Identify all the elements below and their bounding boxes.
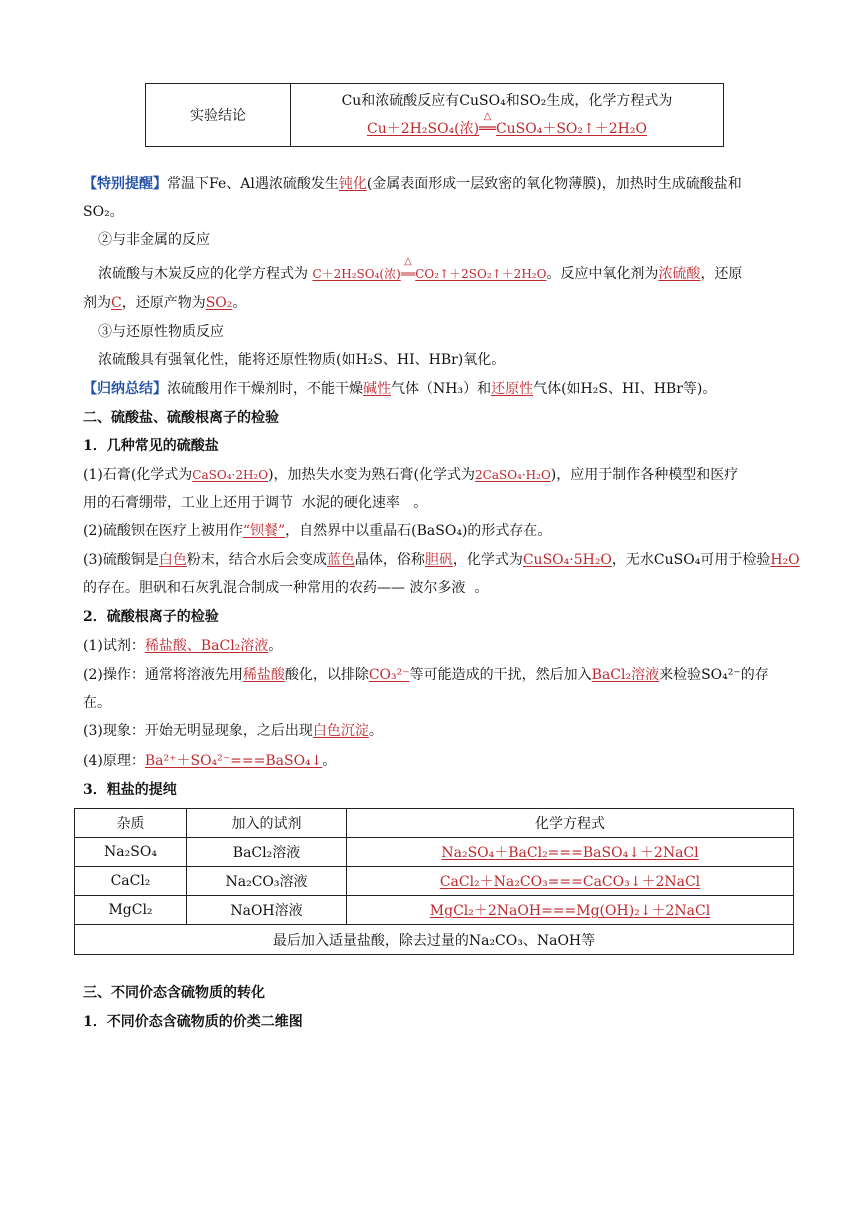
gypsum-line1: (1)石膏(化学式为CaSO₄·2H₂O)，加热失水变为熟石膏(化学式为2CaSO₄·H₂O)，应用于制作各种模型和医疗 <box>83 467 739 483</box>
col-header-impurity: 杂质 <box>75 809 187 838</box>
barium-line: (2)硫酸钡在医疗上被用作“钡餐”，自然界中以重晶石(BaSO₄)的形式存在。 <box>83 523 552 539</box>
subheading-common-sulfates: 1．几种常见的硫酸盐 <box>83 438 219 454</box>
tip-special-line2: SO₂。 <box>83 204 124 220</box>
test-principle: (4)原理：Ba²⁺＋SO₄²⁻===BaSO₄↓。 <box>83 753 337 769</box>
reducing-text: 浓硫酸具有强氧化性，能将还原性物质(如H₂S、HI、HBr)氧化。 <box>98 352 506 368</box>
table-row: CaCl₂ Na₂CO₃溶液 CaCl₂＋Na₂CO₃===CaCO₃↓＋2NaCl <box>75 867 794 896</box>
section-heading-conversion: 三、不同价态含硫物质的转化 <box>83 985 265 1001</box>
nonmetal-line1: 浓硫酸与木炭反应的化学方程式为 C＋2H₂SO₄(浓) △ ══CO₂↑＋2SO₂↑＋2H₂O。反应中氧化剂为浓硫酸，还原 <box>98 256 743 282</box>
table-row: Na₂SO₄ BaCl₂溶液 Na₂SO₄＋BaCl₂===BaSO₄↓＋2NaCl <box>75 838 794 867</box>
subheading-sulfate-test: 2．硫酸根离子的检验 <box>83 609 219 625</box>
subheading-salt-purification: 3．粗盐的提纯 <box>83 782 177 798</box>
subheading-valence-diagram: 1．不同价态含硫物质的价类二维图 <box>83 1014 303 1030</box>
tip-summary: 【归纳总结】浓硫酸用作干燥剂时，不能干燥碱性气体（NH₃）和还原性气体(如H₂S、HI、HBr等)。 <box>83 381 717 397</box>
table-footer: 最后加入适量盐酸，除去过量的Na₂CO₃、NaOH等 <box>75 925 794 955</box>
nonmetal-line2: 剂为C，还原产物为SO₂。 <box>83 295 247 311</box>
nonmetal-heading: ②与非金属的反应 <box>98 232 210 248</box>
carbon-equation: C＋2H₂SO₄(浓) △ ══CO₂↑＋2SO₂↑＋2H₂O <box>312 256 547 281</box>
conclusion-label: 实验结论 <box>146 84 291 147</box>
test-phenomenon: (3)现象：开始无明显现象，之后出现白色沉淀。 <box>83 723 383 739</box>
col-header-equation: 化学方程式 <box>347 809 794 838</box>
tip-special: 【特别提醒】常温下Fe、Al遇浓硫酸发生钝化(金属表面形成一层致密的氧化物薄膜)，加热时生成硫酸盐和 <box>83 176 742 192</box>
experiment-conclusion-table <box>145 83 724 147</box>
col-header-reagent: 加入的试剂 <box>187 809 347 838</box>
table-row: MgCl₂ NaOH溶液 MgCl₂＋2NaOH===Mg(OH)₂↓＋2NaCl <box>75 896 794 925</box>
copper-sulfate-line1: (3)硫酸铜是白色粉末，结合水后会变成蓝色晶体，俗称胆矾，化学式为CuSO₄·5H₂O，无水CuSO₄可用于检验H₂O <box>83 552 800 568</box>
salt-purification-table <box>74 808 794 955</box>
conclusion-equation: Cu＋2H₂SO₄(浓) △ ══CuSO₄＋SO₂↑＋2H₂O <box>367 111 647 137</box>
conclusion-line: Cu和浓硫酸反应有CuSO₄和SO₂生成，化学方程式为 <box>341 93 673 109</box>
reducing-heading: ③与还原性物质反应 <box>98 324 224 340</box>
copper-sulfate-line2: 的存在。胆矾和石灰乳混合制成一种常用的农药—— 波尔多液 。 <box>83 580 489 596</box>
section-heading-sulfate: 二、硫酸盐、硫酸根离子的检验 <box>83 410 279 426</box>
gypsum-line2: 用的石膏绷带，工业上还用于调节 水泥的硬化速率 。 <box>83 495 428 511</box>
conclusion-content <box>291 84 724 147</box>
test-reagent: (1)试剂：稀盐酸、BaCl₂溶液。 <box>83 638 283 654</box>
test-operation-line1: (2)操作：通常将溶液先用稀盐酸酸化，以排除CO₃²⁻等可能造成的干扰，然后加入BaCl₂溶液来检验SO₄²⁻的存 <box>83 667 769 683</box>
test-operation-line2: 在。 <box>83 695 111 711</box>
